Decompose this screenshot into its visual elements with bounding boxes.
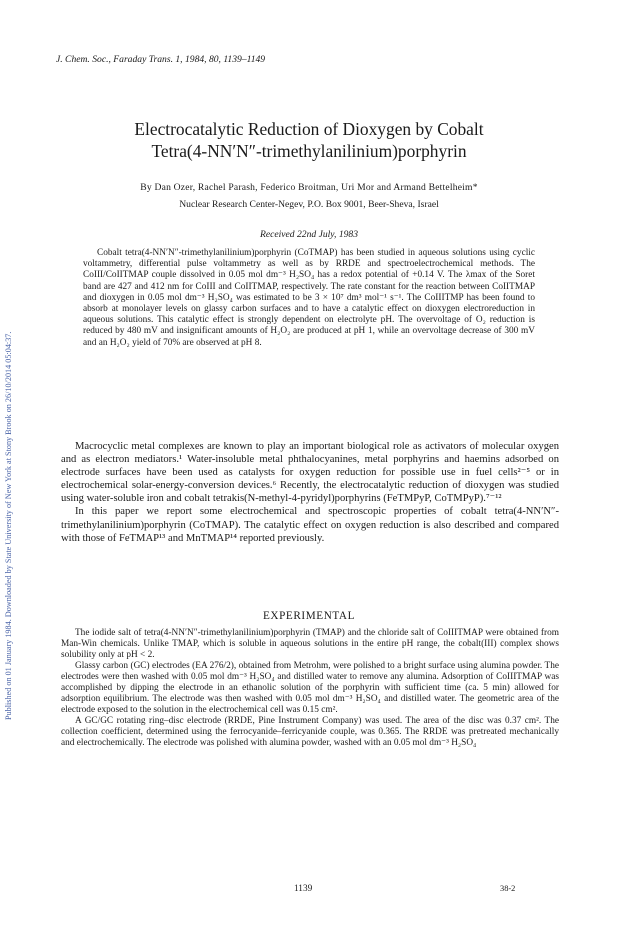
author-list: By Dan Ozer, Rachel Parash, Federico Broitman, Uri Mor and Armand Bettelheim* (140, 182, 478, 193)
received-date: Received 22nd July, 1983 (259, 229, 359, 240)
experimental-section (61, 628, 559, 749)
title-line-2: Tetra(4-NN′N″-trimethylanilinium)porphyrin (151, 141, 467, 161)
section-heading-experimental: EXPERIMENTAL (262, 610, 356, 622)
experimental-paragraph-2: Glassy carbon (GC) electrodes (EA 276/2), obtained from Metrohm, were polished to a bright surface using alumina powder. The electrodes were then washed with 0.05 mol dm⁻³ H₂SO₄ and distilled water to remove any alumina. Adsorption of CoIIITMAP was accomplished by dipping the electrode in an ethanolic solution of the porphyrin with sufficient time (ca. 5 min) allowed for adsorption equilibrium. The electrode was then washed with 0.05 mol dm⁻³ H₂SO₄ and distilled water. The geometric area of the electrode exposed to the solution in the electrochemical cell was 0.15 cm². (61, 661, 559, 715)
experimental-paragraph-3: A GC/GC rotating ring–disc electrode (RRDE, Pine Instrument Company) was used. The area of the disc was 0.37 cm². The collection coefficient, determined using the ferrocyanide–ferricyanide couple, was 0.365. The RRDE was pretreated mechanically and electrochemically. The electrode was polished with alumina powder, washed with an 0.05 mol dm⁻³ H₂SO₄ (61, 716, 559, 748)
journal-header: J. Chem. Soc., Faraday Trans. 1, 1984, 80, 1139–1149 (56, 54, 266, 65)
page-number: 1139 (294, 884, 313, 894)
abstract: Cobalt tetra(4-NN′N″-trimethylanilinium)porphyrin (CoTMAP) has been studied in aqueous solutions using cyclic voltammetry, differential pulse voltammetry as well as by RRDE and spectroelectrochemical methods. The CoIII/CoIITMAP couple dissolved in 0.05 mol dm⁻³ H₂SO₄ has a redox potential of +0.14 V. The λmax of the Soret band are 427 and 412 nm for CoIII and CoIITMAP, respectively. The rate constant for the reaction between CoIITMAP and dioxygen in 0.05 mol dm⁻³ H₂SO₄ was estimated to be 3 × 10⁷ dm³ mol⁻¹ s⁻¹. The CoIIITMP has been found to absorb at monolayer levels on glassy carbon surfaces and to have a catalytic effect on dioxygen electroreduction in aqueous solutions. This catalytic effect is strongly dependent on electrolyte pH. The overvoltage of O₂ reduction is reduced by 480 mV and insignificant amounts of H₂O₂ are produced at pH 1, while an overvoltage decrease of 300 mV and an H₂O₂ yield of 70% are observed at pH 8. (83, 248, 535, 348)
introduction (61, 440, 559, 545)
intro-paragraph-1: Macrocyclic metal complexes are known to play an important biological role as activators of molecular oxygen and as electron mediators.¹ Water-insoluble metal phthalocyanines, metal porphyrins and haemins adsorbed on electrode surfaces have been used as catalysts for oxygen reduction for possible use in fuel cells²⁻⁵ or in electrochemical solar-energy-conversion devices.⁶ Recently, the electrocatalytic reduction of dioxygen was studied using water-soluble iron and cobalt tetrakis(N-methyl-4-pyridyl)porphyrins (FeTMPyP, CoTMPyP).⁷⁻¹² (61, 441, 559, 505)
page-code: 38-2 (500, 884, 516, 893)
download-notice: Published on 01 January 1984. Downloaded by State University of New York at Stony Brook on 26/10/2014 05:04:37. (4, 331, 13, 720)
affiliation: Nuclear Research Center-Negev, P.O. Box 9001, Beer-Sheva, Israel (179, 199, 439, 210)
experimental-paragraph-1: The iodide salt of tetra(4-NN′N″-trimethylanilinium)porphyrin (TMAP) and the chloride salt of CoIIITMAP were obtained from Man-Win chemicals. Unlike TMAP, which is soluble in aqueous solutions in the entire pH range, the cobalt(III) complex shows solubility only at pH < 2. (61, 628, 559, 660)
article-title (56, 118, 562, 162)
intro-paragraph-2: In this paper we report some electrochemical and spectroscopic properties of cobalt tetra(4-NN′N″-trimethylanilinium)porphyrin (CoTMAP). The catalytic effect on oxygen reduction is also described and compared with those of FeTMAP¹³ and MnTMAP¹⁴ reported previously. (61, 506, 559, 544)
title-line-1: Electrocatalytic Reduction of Dioxygen by Cobalt (134, 119, 484, 139)
